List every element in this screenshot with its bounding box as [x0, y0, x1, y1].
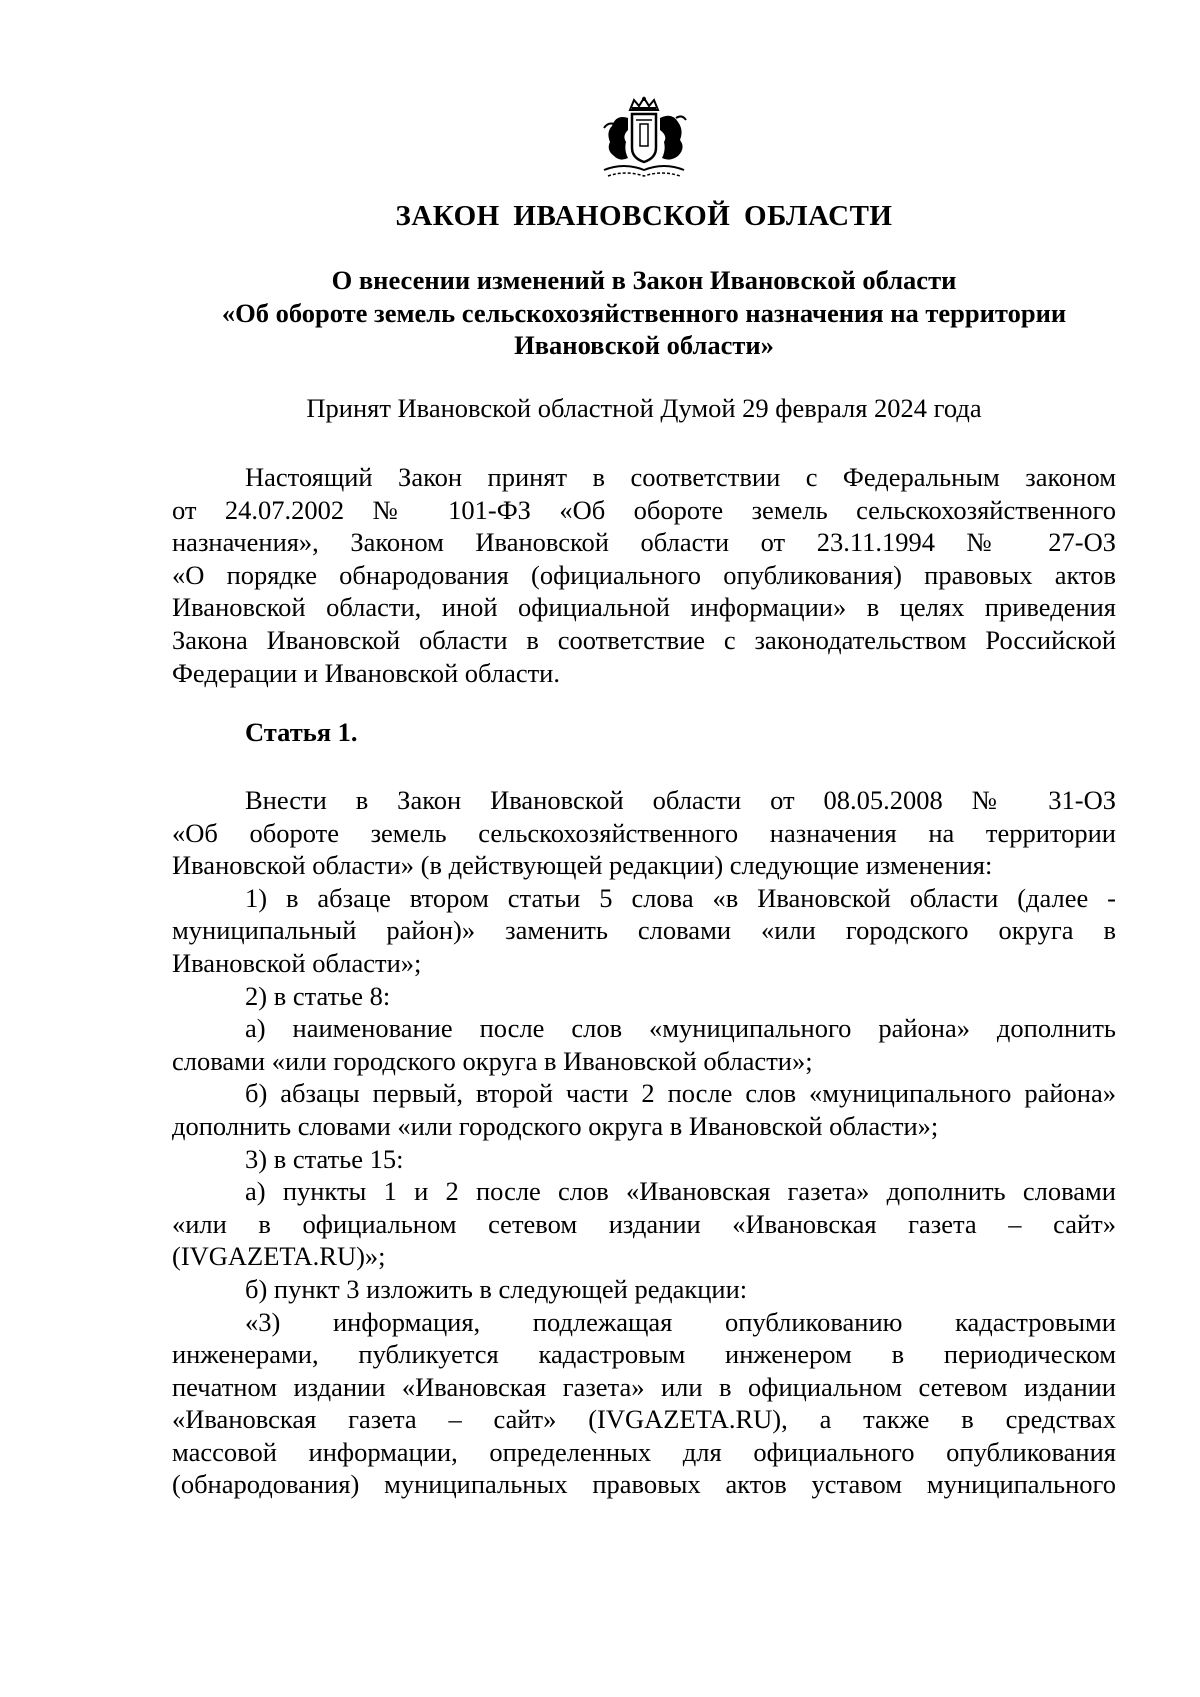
subject-line: Ивановской области» — [514, 330, 774, 360]
text-line: Ивановской области, иной официальной информации» в целях приведения — [172, 592, 1116, 623]
text-line: 1) в абзаце втором статьи 5 слова «в Ивановской области (далее - — [245, 882, 1116, 913]
text-line: назначения», Законом Ивановской области от 23.11.1994 № 27-ОЗ — [172, 527, 1116, 558]
text-line: «или в официальном сетевом издании «Ивановская газета – сайт» — [172, 1208, 1116, 1239]
article-body — [172, 784, 1116, 1501]
text-line: Внести в Закон Ивановской области от 08.05.2008 № 31-ОЗ — [245, 785, 1116, 815]
text-line: 3) в статье 15: — [245, 1143, 404, 1174]
text-line: печатном издании «Ивановская газета» или в официальном сетевом издании — [172, 1371, 1116, 1402]
law-subject — [175, 264, 1113, 362]
text-line: словами «или городского округа в Ивановской области»; — [172, 1045, 813, 1076]
text-line: от 24.07.2002 № 101-ФЗ «Об обороте земель сельскохозяйственного — [172, 494, 1116, 525]
text-line: 2) в статье 8: — [245, 980, 391, 1011]
law-title: ЗАКОН ИВАНОВСКОЙ ОБЛАСТИ — [395, 200, 893, 232]
adoption-line: Принят Ивановской областной Думой 29 февраля 2024 года — [306, 393, 982, 423]
text-line: (IVGAZETA.RU)»; — [172, 1241, 386, 1272]
text-line: массовой информации, определенных для официального опубликования — [172, 1436, 1116, 1467]
text-line: б) пункт 3 изложить в следующей редакции: — [245, 1273, 748, 1304]
text-line: «3) информация, подлежащая опубликованию кадастровыми — [245, 1306, 1116, 1337]
text-line: «Об обороте земель сельскохозяйственного назначения на территории — [172, 817, 1116, 848]
text-line: б) абзацы первый, второй части 2 после слов «муниципального района» — [245, 1078, 1116, 1109]
text-line: (обнародования) муниципальных правовых актов уставом муниципального — [172, 1469, 1116, 1500]
preamble-paragraph — [172, 461, 1116, 689]
text-line: Ивановской области»; — [172, 947, 422, 978]
text-line: Настоящий Закон принят в соответствии с Федеральным законом — [245, 462, 1116, 492]
article-heading: Статья 1. — [245, 717, 358, 747]
text-line: а) пункты 1 и 2 после слов «Ивановская газета» дополнить словами — [245, 1176, 1116, 1207]
text-line: «Ивановская газета – сайт» (IVGAZETA.RU), а также в средствах — [172, 1404, 1116, 1435]
text-line: инженерами, публикуется кадастровым инженером в периодическом — [172, 1339, 1116, 1370]
coat-of-arms-emblem — [594, 96, 694, 182]
text-line: а) наименование после слов «муниципального района» дополнить — [245, 1013, 1116, 1044]
text-line: дополнить словами «или городского округа в Ивановской области»; — [172, 1110, 939, 1141]
text-line: Закона Ивановской области в соответствие с законодательством Российской — [172, 624, 1116, 655]
text-line: муниципальный район)» заменить словами «или городского округа в — [172, 915, 1116, 946]
subject-line: «Об обороте земель сельскохозяйственного назначения на территории — [221, 297, 1067, 328]
subject-line: О внесении изменений в Закон Ивановской области — [331, 265, 957, 295]
text-line: «О порядке обнародования (официального опубликования) правовых актов — [172, 559, 1116, 590]
text-line: Ивановской области» (в действующей редакции) следующие изменения: — [172, 850, 993, 881]
text-line: Федерации и Ивановской области. — [172, 657, 560, 688]
